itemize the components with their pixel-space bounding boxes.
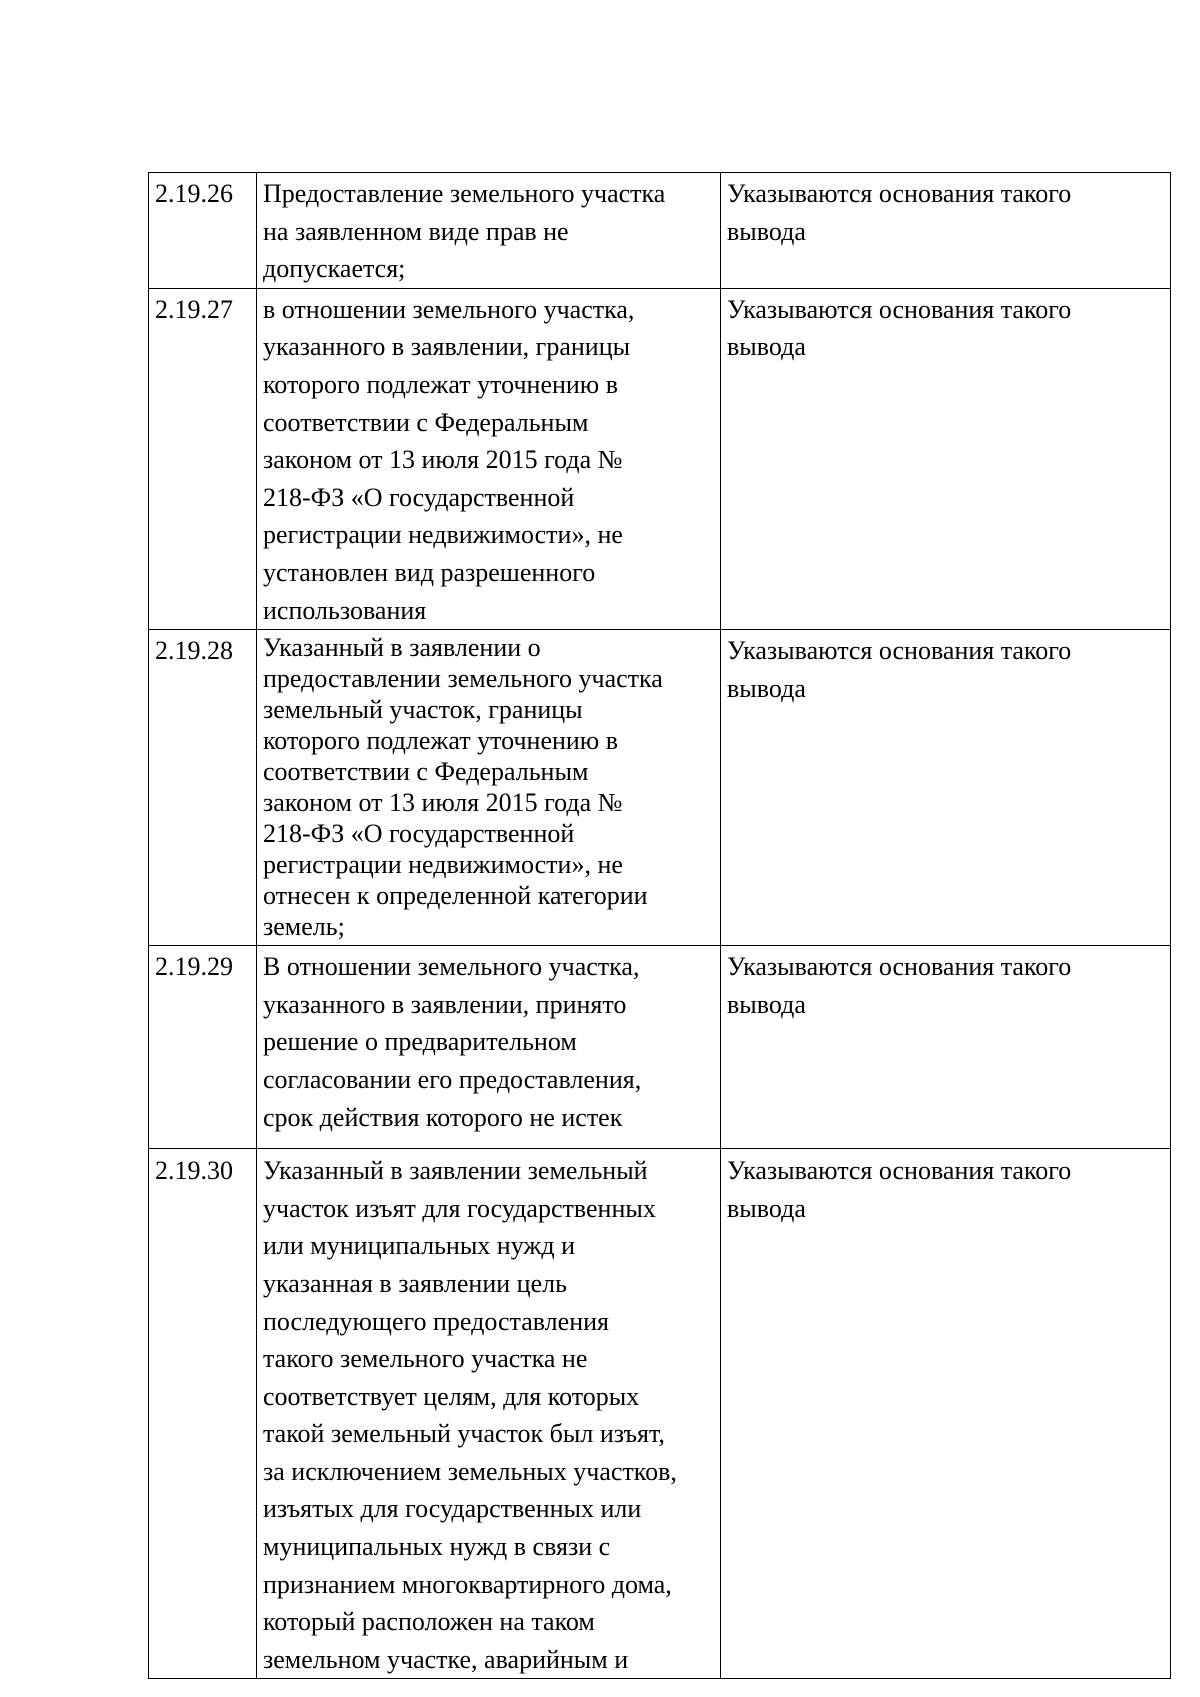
condition-line: последующего предоставления	[263, 1306, 609, 1336]
result-line: вывода	[727, 332, 806, 362]
row-number: 2.19.26	[149, 173, 257, 289]
condition-line: Предоставление земельного участка	[263, 179, 666, 208]
condition-line: указанного в заявлении, принято	[263, 989, 627, 1019]
condition-line: допускается;	[263, 254, 406, 284]
condition-line: земель;	[263, 912, 345, 942]
condition-line: изъятых для государственных или	[263, 1494, 642, 1524]
condition-line: отнесен к определенной категории	[263, 881, 648, 911]
condition-line: земельном участке, аварийным и	[263, 1644, 629, 1674]
condition-line: указанного в заявлении, границы	[263, 332, 631, 362]
condition-line: регистрации недвижимости», не	[263, 520, 623, 550]
table-row	[149, 173, 1171, 289]
condition-line: участок изъят для государственных	[263, 1193, 656, 1223]
result-line: Указываются основания такого	[727, 952, 1072, 982]
row-number: 2.19.27	[149, 288, 257, 629]
condition-line: регистрации недвижимости», не	[263, 850, 623, 880]
condition-line: которого подлежат уточнению в	[263, 726, 619, 756]
result-line: вывода	[727, 989, 806, 1019]
condition-line: указанная в заявлении цель	[263, 1268, 567, 1298]
result-text	[721, 288, 1171, 629]
condition-line: 218-ФЗ «О государственной	[263, 819, 575, 849]
condition-line: или муниципальных нужд и	[263, 1231, 575, 1261]
condition-text	[257, 946, 721, 1149]
condition-line: муниципальных нужд в связи с	[263, 1532, 611, 1562]
result-text	[721, 173, 1171, 289]
condition-line: срок действия которого не истек	[263, 1102, 623, 1132]
condition-line: соответствует целям, для которых	[263, 1381, 640, 1411]
condition-line: законом от 13 июля 2015 года №	[263, 788, 623, 818]
condition-line: 218-ФЗ «О государственной	[263, 482, 575, 512]
condition-line: на заявленном виде прав не	[263, 216, 569, 246]
conditions-table	[148, 172, 1171, 1679]
row-number: 2.19.30	[149, 1149, 257, 1679]
result-line: вывода	[727, 673, 806, 703]
result-line: Указываются основания такого	[727, 636, 1072, 666]
condition-line: согласовании его предоставления,	[263, 1064, 642, 1094]
condition-line: такого земельного участка не	[263, 1344, 588, 1374]
table-row	[149, 288, 1171, 629]
result-text	[721, 630, 1171, 946]
condition-line: использования	[263, 595, 427, 625]
condition-line: В отношении земельного участка,	[263, 952, 640, 982]
result-line: Указываются основания такого	[727, 294, 1072, 324]
table-row	[149, 946, 1171, 1149]
result-text	[721, 946, 1171, 1149]
table-row	[149, 1149, 1171, 1679]
condition-line: признанием многоквартирного дома,	[263, 1569, 672, 1599]
condition-line: соответствии с Федеральным	[263, 407, 589, 437]
row-number: 2.19.28	[149, 630, 257, 946]
condition-line: который расположен на таком	[263, 1607, 595, 1637]
condition-line: Указанный в заявлении земельный	[263, 1156, 648, 1186]
condition-line: Указанный в заявлении о	[263, 633, 541, 663]
result-text	[721, 1149, 1171, 1679]
condition-line: соответствии с Федеральным	[263, 757, 589, 787]
table-row	[149, 630, 1171, 946]
condition-line: за исключением земельных участков,	[263, 1456, 677, 1486]
condition-line: предоставлении земельного участка	[263, 664, 663, 694]
condition-text	[257, 173, 721, 289]
condition-line: земельный участок, границы	[263, 695, 583, 725]
result-line: Указываются основания такого	[727, 1156, 1072, 1186]
condition-text	[257, 288, 721, 629]
condition-line: такой земельный участок был изъят,	[263, 1419, 665, 1449]
condition-line: которого подлежат уточнению в	[263, 369, 619, 399]
condition-line: решение о предварительном	[263, 1027, 577, 1057]
condition-line: установлен вид разрешенного	[263, 557, 596, 587]
condition-text	[257, 1149, 721, 1679]
result-line: вывода	[727, 216, 806, 246]
condition-line: законом от 13 июля 2015 года №	[263, 445, 623, 475]
result-line: вывода	[727, 1193, 806, 1223]
result-line: Указываются основания такого	[727, 179, 1072, 208]
condition-text	[257, 630, 721, 946]
condition-line: в отношении земельного участка,	[263, 294, 635, 324]
row-number: 2.19.29	[149, 946, 257, 1149]
